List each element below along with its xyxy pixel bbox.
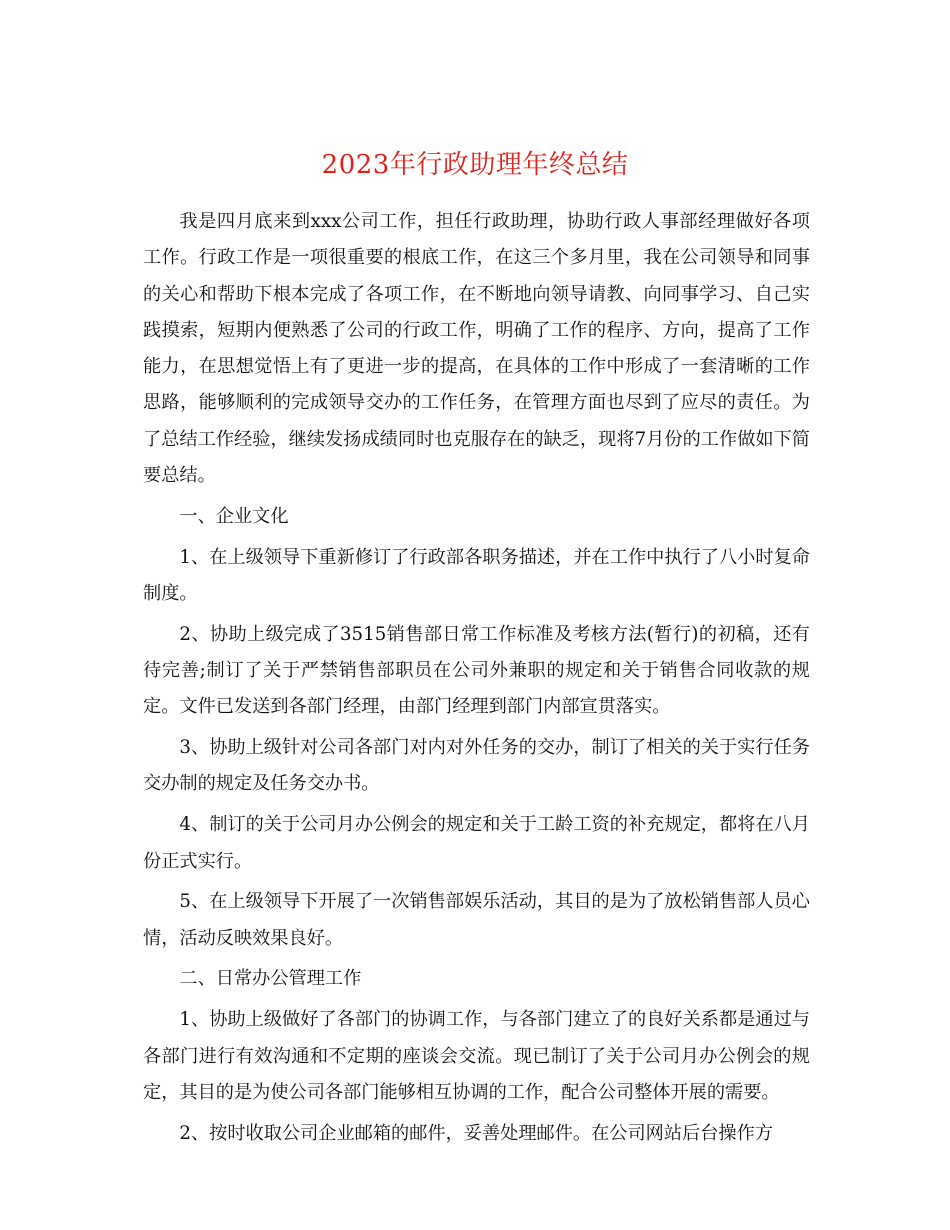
section-heading-corporate-culture: 一、企业文化 [179,505,289,527]
intro-paragraph: 我是四月底来到xxx公司工作，担任行政助理，协助行政人事部经理做好各项工作。行政工作是一项很重要的根底工作，在这三个多月里，我在公司领导和同事的关心和帮助下根本完成了各项工作，在不断地向领导请教、向同事学习、自己实践摸索，短期内便熟悉了公司的行政工作，明确了工作的程序、方向，提高了工作能力，在思想觉悟上有了更进一步的提高，在具体的工作中形成了一套清晰的工作思路，能够顺利的完成领导交办的工作任务，在管理方面也尽到了应尽的责任。为了总结工作经验，继续发扬成绩同时也克服存在的缺乏，现将7月份的工作做如下简要总结。 [143,211,810,487]
section-heading-daily-office: 二、日常办公管理工作 [179,968,362,990]
list-item: 3、协助上级针对公司各部门对内对外任务的交办，制订了相关的关于实行任务交办制的规定及任务交办书。 [143,737,810,795]
list-item: 2、协助上级完成了3515销售部日常工作标准及考核方法(暂行)的初稿，还有待完善;制订了关于严禁销售部职员在公司外兼职的规定和关于销售合同收款的规定。文件已发送到各部门经理，由部门经理到部门内部宣贯落实。 [143,623,810,718]
document-body [143,204,810,1156]
list-item: 2、按时收取公司企业邮箱的邮件，妥善处理邮件。在公司网站后台操作方 [179,1122,773,1144]
list-item: 1、在上级领导下重新修订了行政部各职务描述，并在工作中执行了八小时复命制度。 [143,546,810,604]
list-item: 1、协助上级做好了各部门的协调工作，与各部门建立了的良好关系都是通过与各部门进行有效沟通和不定期的座谈会交流。现已制订了关于公司月办公例会的规定，其目的是为使公司各部门能够相互协调的工作，配合公司整体开展的需要。 [143,1009,810,1103]
list-item: 5、在上级领导下开展了一次销售部娱乐活动，其目的是为了放松销售部人员心情，活动反映效果良好。 [143,891,810,949]
list-item: 4、制订的关于公司月办公例会的规定和关于工龄工资的补充规定，都将在八月份正式实行。 [143,814,810,872]
document-title: 2023年行政助理年终总结 [321,150,629,181]
